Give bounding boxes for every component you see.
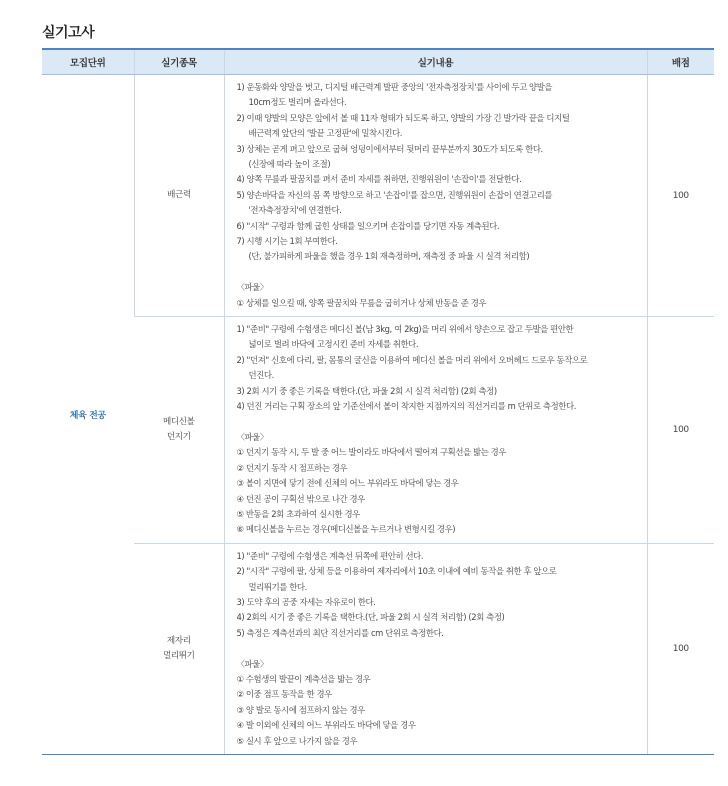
content-line: '전자측정장치'에 연결한다. bbox=[248, 205, 342, 216]
content-cell bbox=[224, 543, 647, 754]
blank-line bbox=[237, 415, 637, 430]
score-cell: 100 bbox=[647, 543, 714, 754]
content-line: 6) "시작" 구령과 함께 굽힌 상태를 일으키며 손잡이를 당기면 자동 계측된다. bbox=[236, 220, 500, 231]
content-line: ① 던지기 동작 시, 두 발 중 어느 발이라도 바닥에서 떨어져 구획선을 밟는 경우 bbox=[236, 447, 506, 458]
section-title: 실기고사 bbox=[42, 25, 95, 41]
content-line: 2) 이때 양발의 모양은 앞에서 볼 때 11자 형태가 되도록 하고, 양발의 가장 긴 발가락 끝을 디지털 bbox=[236, 112, 570, 123]
content-line: ③ 양 발로 동시에 점프하지 않는 경우 bbox=[236, 704, 365, 715]
content-line: 4) 던진 거리는 구획 장소의 앞 기준선에서 볼이 착지한 지점까지의 직선거리를 m 단위로 측정한다. bbox=[236, 401, 576, 412]
content-line: 멀리뛰기를 한다. bbox=[248, 581, 307, 592]
practical-exam-table bbox=[42, 48, 714, 755]
event-cell bbox=[134, 317, 224, 544]
header-unit: 모집단위 bbox=[42, 49, 134, 75]
content-cell bbox=[224, 75, 647, 317]
content-line: ⑤ 실시 후 앞으로 나가지 않을 경우 bbox=[236, 735, 358, 746]
content-line: 4) 2회의 시기 중 좋은 기록을 택한다.(단, 파울 2회 시 실격 처리함) (2회 측정) bbox=[236, 612, 505, 623]
content-line: ② 이중 점프 동작을 한 경우 bbox=[236, 689, 332, 700]
content-line: 5) 측정은 계측선과의 최단 직선거리를 cm 단위로 측정한다. bbox=[236, 627, 444, 638]
content-line: 〈파울〉 bbox=[236, 658, 268, 669]
blank-line bbox=[237, 641, 637, 656]
content-line: 넓이로 벌려 바닥에 고정시킨 준비 자세를 취한다. bbox=[248, 339, 419, 350]
content-cell bbox=[224, 317, 647, 544]
content-line: 3) 상체는 곧게 펴고 앞으로 굽혀 엉덩이에서부터 뒷머리 끝부분까지 30도가 되도록 한다. bbox=[236, 143, 543, 154]
content-line: (신장에 따라 높이 조절) bbox=[248, 159, 331, 170]
content-line: 〈파울〉 bbox=[236, 282, 268, 293]
content-line: 4) 양쪽 무릎과 팔꿈치를 펴서 준비 자세를 취하면, 진행위원이 '손잡이'를 전달한다. bbox=[236, 174, 522, 185]
content-line: ③ 볼이 지면에 닿기 전에 신체의 어느 부위라도 바닥에 닿는 경우 bbox=[236, 478, 459, 489]
content-line: 1) 운동화와 양말을 벗고, 디지털 배근력계 발판 중앙의 '전자측정장치'를 사이에 두고 양발을 bbox=[236, 82, 553, 92]
event-name-line: 던지기 bbox=[166, 431, 191, 442]
content-line: ① 수험생의 발끝이 계측선을 밟는 경우 bbox=[236, 673, 371, 684]
content-line: ⑥ 메디신볼을 누르는 경우(메디신볼을 누르거나 변형시킬 경우) bbox=[236, 524, 456, 535]
table-row bbox=[42, 317, 714, 544]
content-line: 2) "시작" 구령에 팔, 상체 등을 이용하여 제자리에서 10초 이내에 예비 동작을 취한 후 앞으로 bbox=[236, 566, 557, 577]
event-name-line: 멀리뛰기 bbox=[162, 650, 195, 661]
event-name-line: 메디신볼 bbox=[162, 416, 195, 427]
content-line: 3) 2회 시기 중 좋은 기록을 택한다.(단, 파울 2회 시 실격 처리함) (2회 측정) bbox=[236, 385, 497, 396]
event-cell bbox=[134, 543, 224, 754]
header-content: 실기내용 bbox=[224, 49, 647, 75]
content-line: 3) 도약 후의 공중 자세는 자유로이 한다. bbox=[236, 596, 376, 607]
content-line: (단, 불가피하게 파울을 했을 경우 1회 재측정하며, 재측정 중 파울 시 실격 처리함) bbox=[248, 251, 530, 262]
content-line: 10cm정도 벌리며 올라선다. bbox=[248, 97, 347, 108]
header-event: 실기종목 bbox=[134, 49, 224, 75]
blank-line bbox=[237, 265, 637, 280]
table-row bbox=[42, 543, 714, 754]
content-line: ① 상체를 일으킬 때, 양쪽 팔꿈치와 무릎을 굽히거나 상체 반동을 준 경우 bbox=[236, 297, 487, 308]
score-cell: 100 bbox=[647, 317, 714, 544]
event-cell bbox=[134, 75, 224, 317]
content-line: 던진다. bbox=[248, 370, 274, 381]
content-line: 2) "던져" 신호에 다리, 팔, 몸통의 굴신을 이용하여 메디신 볼을 머리 위에서 오버헤드 드로우 동작으로 bbox=[236, 354, 588, 365]
content-line: ⑤ 반동을 2회 초과하여 실시한 경우 bbox=[236, 508, 360, 519]
content-line: ④ 발 이외에 신체의 어느 부위라도 바닥에 닿을 경우 bbox=[236, 720, 416, 731]
content-line: 1) "준비" 구령에 수험생은 메디신 볼(남 3kg, 여 2kg)을 머리 위에서 양손으로 잡고 두발을 편안한 bbox=[236, 324, 574, 335]
score-cell: 100 bbox=[647, 75, 714, 317]
event-name-line: 배근력 bbox=[167, 190, 191, 201]
content-line: 1) "준비" 구령에 수험생은 계측선 뒤쪽에 편안히 선다. bbox=[236, 550, 424, 561]
content-line: ② 던지기 동작 시 점프하는 경우 bbox=[236, 462, 348, 473]
table-header-row bbox=[42, 49, 714, 75]
content-line: 〈파울〉 bbox=[236, 431, 268, 442]
content-line: 7) 시행 시기는 1회 부여한다. bbox=[236, 236, 338, 247]
unit-cell: 체육 전공 bbox=[42, 75, 134, 755]
table-row bbox=[42, 75, 714, 317]
content-line: ④ 던진 공이 구획선 밖으로 나간 경우 bbox=[236, 493, 365, 504]
content-line: 배근력계 앞단의 '발끝 고정판'에 밀착시킨다. bbox=[248, 128, 403, 139]
event-name-line: 제자리 bbox=[166, 635, 191, 646]
content-line: 5) 양손바닥을 자신의 몸 쪽 방향으로 하고 '손잡이'를 잡으면, 진행위원이 손잡이 연결고리를 bbox=[236, 189, 553, 200]
header-score: 배점 bbox=[647, 49, 714, 75]
